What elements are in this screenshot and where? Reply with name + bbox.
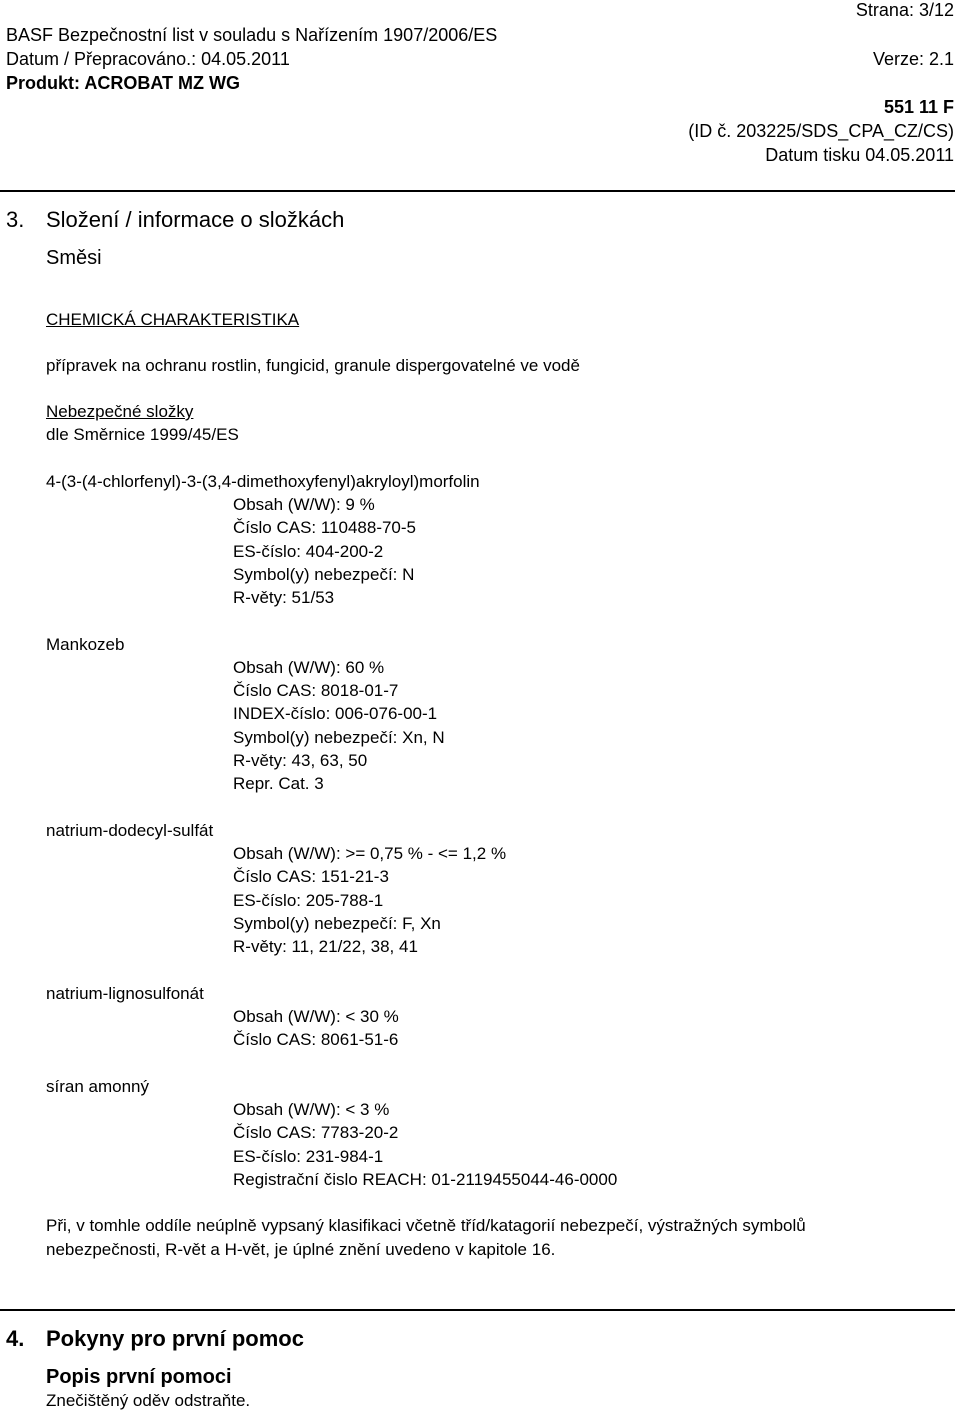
component-detail: Číslo CAS: 151-21-3 <box>233 867 389 886</box>
document-title: BASF Bezpečnostní list v souladu s Nařízením 1907/2006/ES <box>6 25 498 45</box>
section-3-number: 3. <box>6 207 25 232</box>
hazard-directive: dle Směrnice 1999/45/ES <box>46 425 239 444</box>
component-name: natrium-lignosulfonát <box>46 984 204 1003</box>
classification-note: Při, v tomhle oddíle neúplně vypsaný klasifikaci včetně tříd/katagorií nebezpečí, výstražných symbolů <box>46 1216 806 1235</box>
document-id: (ID č. 203225/SDS_CPA_CZ/CS) <box>688 121 954 141</box>
component-detail: Obsah (W/W): < 3 % <box>233 1100 390 1119</box>
component-detail: Obsah (W/W): 9 % <box>233 495 375 514</box>
section-4-subtitle: Popis první pomoci <box>46 1366 232 1388</box>
revision-date: Datum / Přepracováno.: 04.05.2011 <box>6 49 290 69</box>
component-detail: Repr. Cat. 3 <box>233 774 324 793</box>
section-4-title: Pokyny pro první pomoc <box>46 1326 304 1351</box>
component-detail: R-věty: 43, 63, 50 <box>233 751 368 770</box>
hazard-components-heading: Nebezpečné složky <box>46 402 194 421</box>
section-divider <box>0 1309 955 1311</box>
component-detail: INDEX-číslo: 006-076-00-1 <box>233 704 438 723</box>
component-detail: Registrační čislo REACH: 01-2119455044-46-0000 <box>233 1170 618 1189</box>
component-name: Mankozeb <box>46 635 125 654</box>
product-name: Produkt: ACROBAT MZ WG <box>6 73 240 93</box>
component-detail: Obsah (W/W): >= 0,75 % - <= 1,2 % <box>233 844 507 863</box>
header-divider <box>0 190 955 192</box>
component-detail: Symbol(y) nebezpečí: F, Xn <box>233 914 441 933</box>
component-detail: ES-číslo: 205-788-1 <box>233 891 384 910</box>
product-code: 551 11 F <box>883 97 954 117</box>
component-detail: Číslo CAS: 8018-01-7 <box>233 681 399 700</box>
component-detail: ES-číslo: 404-200-2 <box>233 542 384 561</box>
component-detail: Číslo CAS: 8061-51-6 <box>233 1030 399 1049</box>
component-detail: Obsah (W/W): 60 % <box>233 658 385 677</box>
print-date: Datum tisku 04.05.2011 <box>765 145 954 165</box>
classification-note: nebezpečnosti, R-vět a H-vět, je úplné znění uvedeno v kapitole 16. <box>46 1240 556 1259</box>
page-number: Strana: 3/12 <box>855 0 954 20</box>
component-detail: ES-číslo: 231-984-1 <box>233 1147 384 1166</box>
component-detail: Číslo CAS: 7783-20-2 <box>233 1123 399 1142</box>
component-detail: R-věty: 51/53 <box>233 588 335 607</box>
section-4-number: 4. <box>6 1326 25 1351</box>
component-detail: Obsah (W/W): < 30 % <box>233 1007 399 1026</box>
characteristics-text: přípravek na ochranu rostlin, fungicid, granule dispergovatelné ve vodě <box>46 356 580 375</box>
version: Verze: 2.1 <box>872 49 954 69</box>
component-detail: Číslo CAS: 110488-70-5 <box>233 518 417 537</box>
characteristics-heading: CHEMICKÁ CHARAKTERISTIKA <box>46 310 300 329</box>
component-detail: Symbol(y) nebezpečí: N <box>233 565 415 584</box>
first-aid-text: Znečištěný oděv odstraňte. <box>46 1391 251 1410</box>
section-3-subtitle: Směsi <box>46 247 102 269</box>
section-3-title: Složení / informace o složkách <box>46 207 345 232</box>
component-name: síran amonný <box>46 1077 149 1096</box>
component-detail: R-věty: 11, 21/22, 38, 41 <box>233 937 418 956</box>
component-detail: Symbol(y) nebezpečí: Xn, N <box>233 728 445 747</box>
component-name: 4-(3-(4-chlorfenyl)-3-(3,4-dimethoxyfenyl)akryloyl)morfolin <box>46 472 480 491</box>
component-name: natrium-dodecyl-sulfát <box>46 821 214 840</box>
